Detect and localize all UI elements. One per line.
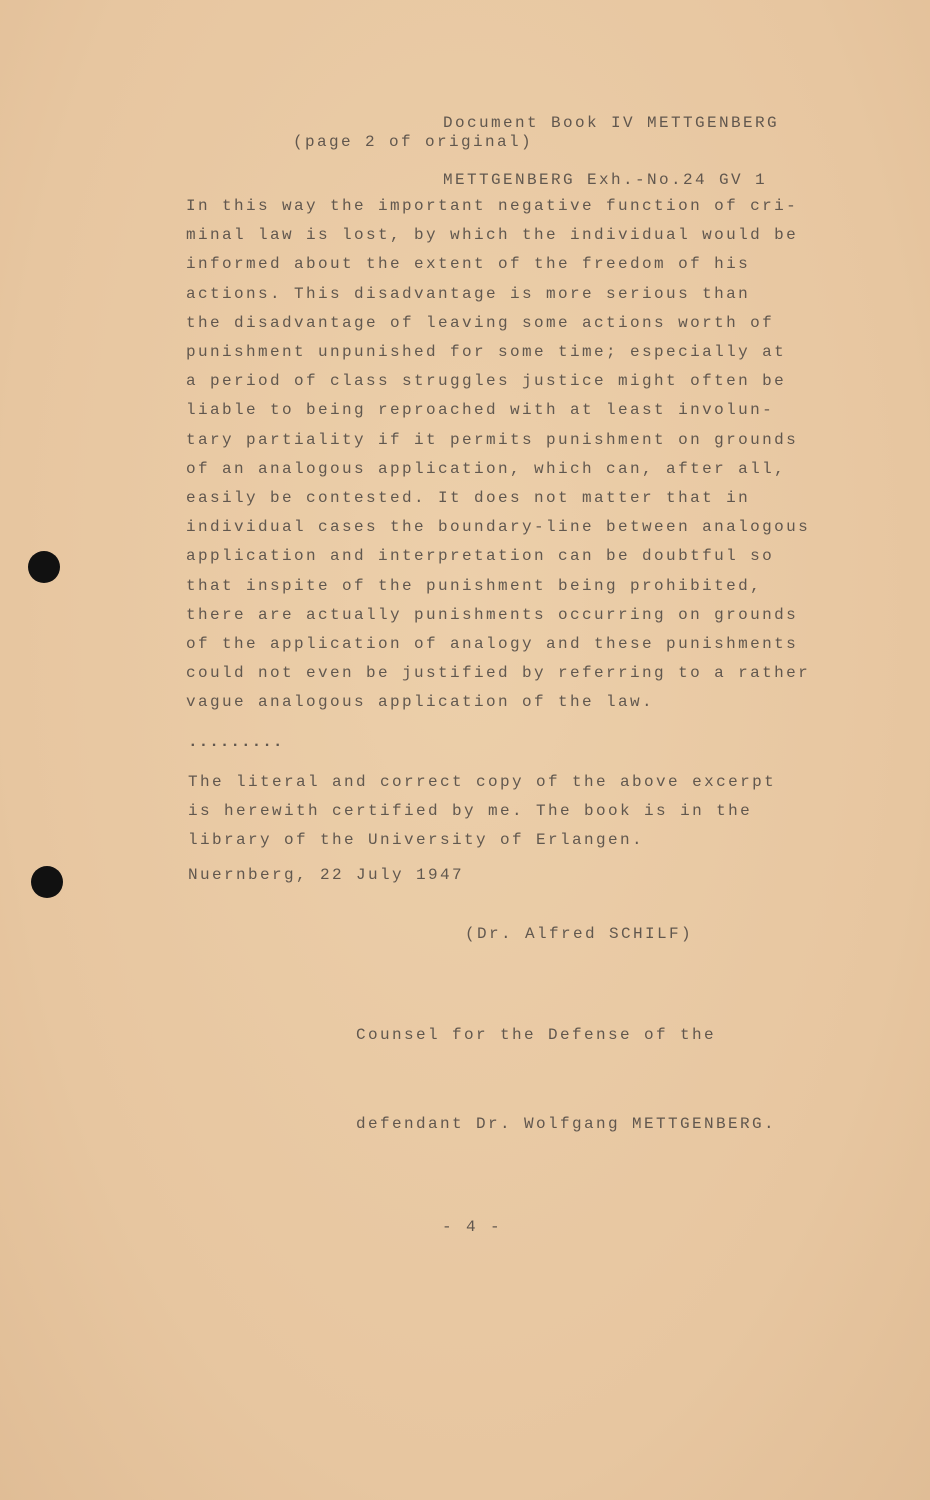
ellipsis: ......... [188,733,284,751]
counsel-line: Counsel for the Defense of the [356,1026,717,1044]
text-line: that inspite of the punishment being prohibited, [186,576,763,595]
date-line: Nuernberg, 22 July 1947 [188,866,465,884]
text-line: a period of class struggles justice might often be [186,372,787,391]
body-text [186,192,810,718]
text-line: minal law is lost, by which the individual would be [186,226,799,245]
punch-hole [31,866,63,898]
text-line: vague analogous application of the law. [186,693,655,712]
text-line: The literal and correct copy of the above excerpt [188,773,777,791]
text-line: liable to being reproached with at least involun- [186,401,775,420]
text-line: the disadvantage of leaving some actions worth of [186,313,775,332]
text-line: could not even be justified by referring to a rather [186,664,811,683]
counsel-block [356,962,776,1169]
text-line: In this way the important negative function of cri- [186,197,799,215]
text-line: of the application of analogy and these punishments [186,635,799,654]
page-number: - 4 - [442,1218,503,1236]
text-line: there are actually punishments occurring on grounds [186,605,799,624]
header-line: Document Book IV METTGENBERG [443,114,780,132]
text-line: individual cases the boundary-line between analogous [186,518,811,537]
text-line: informed about the extent of the freedom of his [186,255,751,274]
certification-text [188,768,776,856]
text-line: tary partiality if it permits punishment on grounds [186,430,799,449]
text-line: punishment unpunished for some time; especially at [186,343,787,362]
punch-hole [28,551,60,583]
counsel-line: defendant Dr. Wolfgang METTGENBERG. [356,1114,777,1133]
text-line: library of the University of Erlangen. [188,831,645,850]
text-line: easily be contested. It does not matter that in [186,489,751,508]
text-line: actions. This disadvantage is more serious than [186,284,751,303]
page-subtitle: (page 2 of original) [293,133,534,151]
text-line: is herewith certified by me. The book is in the [188,802,753,821]
signature: (Dr. Alfred SCHILF) [465,925,694,943]
header-line: METTGENBERG Exh.-No.24 GV 1 [443,171,768,189]
text-line: of an analogous application, which can, after all, [186,459,787,478]
text-line: application and interpretation can be doubtful so [186,547,775,566]
